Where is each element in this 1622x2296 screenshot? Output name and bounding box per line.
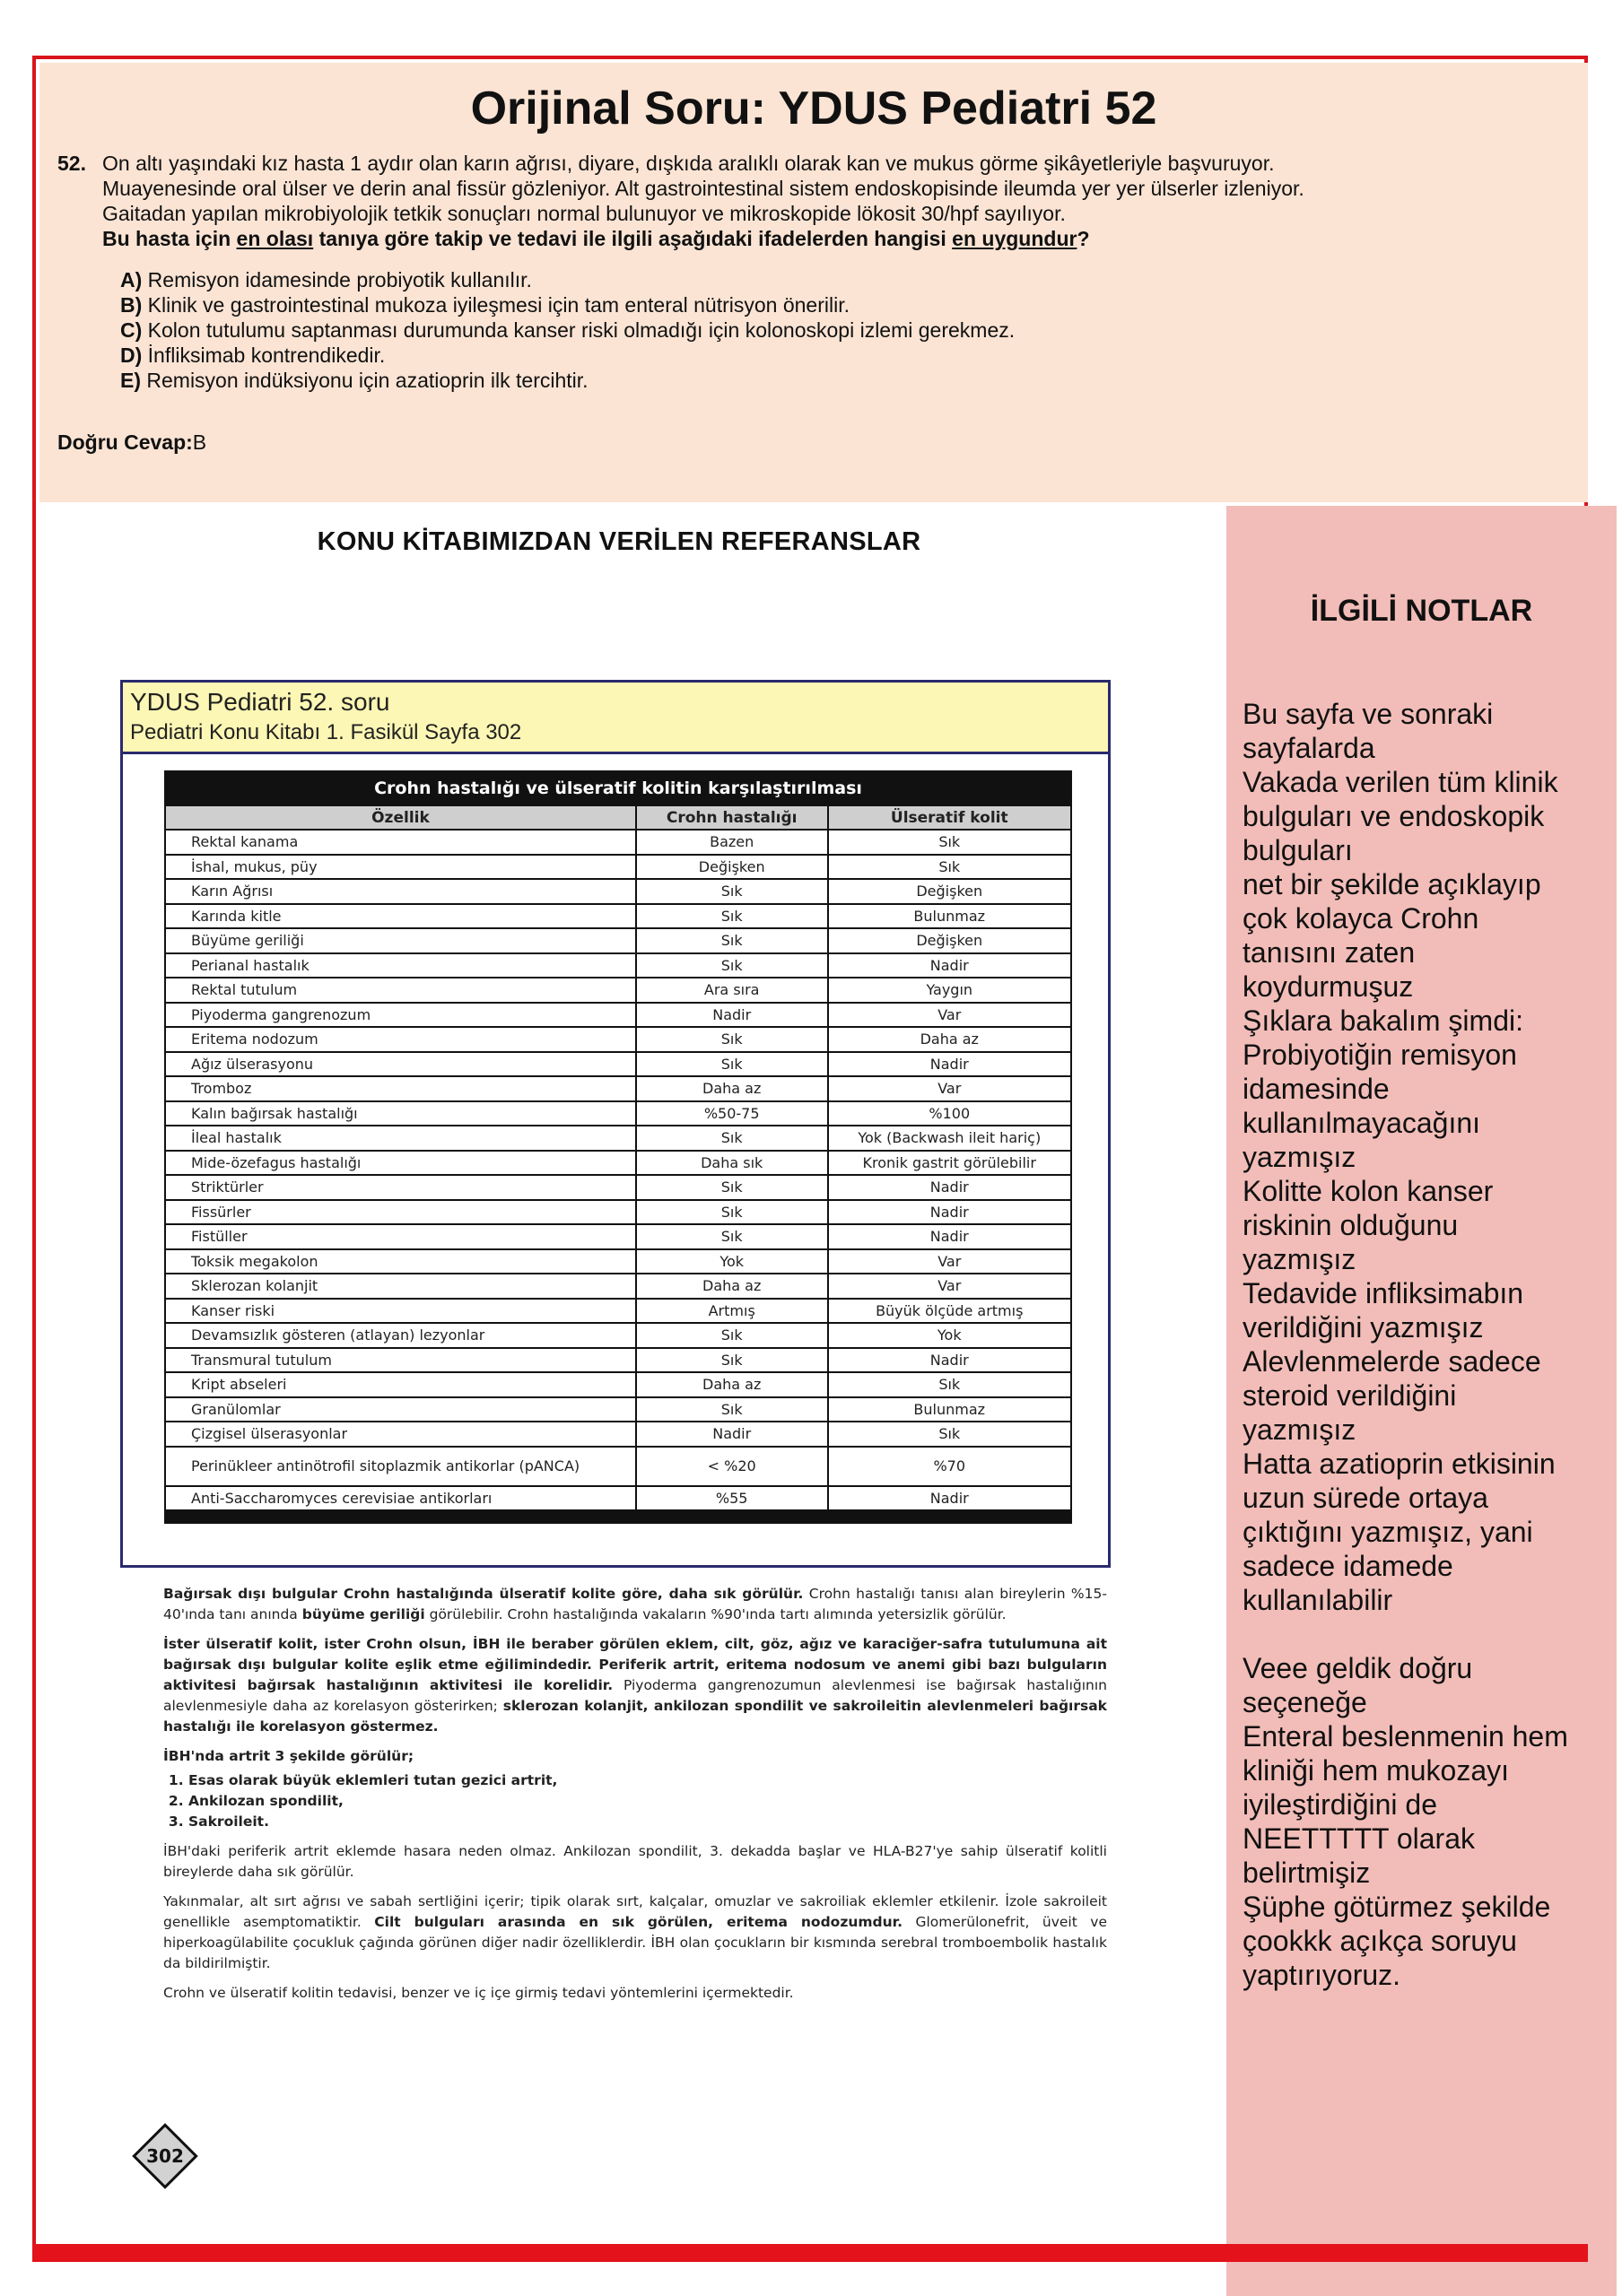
reference-heading: KONU KİTABIMIZDAN VERİLEN REFERANSLAR bbox=[317, 527, 921, 556]
table-row bbox=[165, 1447, 1071, 1486]
question-stem bbox=[102, 151, 1304, 251]
crohn-cell: Sık bbox=[636, 1224, 828, 1249]
option-b: B) Klinik ve gastrointestinal mukoza iyileşmesi için tam enteral nütrisyon önerilir. bbox=[120, 293, 850, 317]
crohn-cell: Daha az bbox=[636, 1372, 828, 1397]
table-row bbox=[165, 1323, 1071, 1348]
table-row bbox=[165, 1397, 1071, 1422]
note-line: bulguları bbox=[1243, 834, 1353, 866]
table-row bbox=[165, 1175, 1071, 1200]
reference-label-source: Pediatri Konu Kitabı 1. Fasikül Sayfa 302 bbox=[130, 720, 522, 744]
prompt-part: ? bbox=[1077, 227, 1090, 250]
note-line: çookkk açıkça soruyu bbox=[1243, 1925, 1517, 1957]
crohn-cell: Değişken bbox=[636, 855, 828, 880]
crohn-cell: Sık bbox=[636, 1397, 828, 1422]
crohn-cell: %55 bbox=[636, 1486, 828, 1511]
crohn-cell: Sık bbox=[636, 953, 828, 978]
table-row bbox=[165, 1003, 1071, 1028]
note-line: NEETTTTT olarak bbox=[1243, 1822, 1475, 1855]
stem-line: On altı yaşındaki kız hasta 1 aydır olan karın ağrısı, diyare, dışkıda aralıklı olarak kan ve mukus görme şikâyetleriyle başvuruyor. bbox=[102, 152, 1275, 175]
feature-cell: Karın Ağrısı bbox=[165, 879, 636, 904]
notes-body bbox=[1243, 697, 1600, 1992]
table-row bbox=[165, 928, 1071, 953]
prompt-part: Bu hasta için bbox=[102, 227, 237, 250]
uc-cell: Nadir bbox=[828, 1486, 1072, 1511]
uc-cell: Sık bbox=[828, 1372, 1072, 1397]
table-row bbox=[165, 1027, 1071, 1052]
page-title: Orijinal Soru: YDUS Pediatri 52 bbox=[470, 83, 1157, 135]
note-line: Tedavide infliksimabın bbox=[1243, 1277, 1524, 1309]
table-row bbox=[165, 1052, 1071, 1077]
question-row bbox=[57, 151, 1570, 251]
note-line: yazmışız bbox=[1243, 1243, 1356, 1275]
uc-cell: Nadir bbox=[828, 1224, 1072, 1249]
crohn-cell: Nadir bbox=[636, 1422, 828, 1447]
table-row bbox=[165, 1372, 1071, 1397]
table-row bbox=[165, 879, 1071, 904]
uc-cell: Var bbox=[828, 1274, 1072, 1299]
table-row bbox=[165, 1249, 1071, 1274]
arthritis-heading: İBH'nda artrit 3 şekilde görülür; bbox=[163, 1748, 414, 1764]
answer-value: B bbox=[192, 430, 207, 454]
crohn-cell: %50-75 bbox=[636, 1101, 828, 1126]
table-footer-bar bbox=[165, 1510, 1071, 1523]
crohn-cell: Artmış bbox=[636, 1299, 828, 1324]
book-paragraph: İster ülseratif kolit, ister Crohn olsun, İBH ile beraber görülen eklem, cilt, göz, ağız ve karaciğer-safra tutulumuna ait bağırsak dışı bulgular kolite eşlik etme eğilimindedir. Periferik artrit, eritema nodosum ve anemi gibi bazı bulguların aktivitesi bağırsak hastalığının aktivitesi ile korelidir. Piyoderma gangrenozumun alevlenmesi ise bağırsak hastalığının alevlenmesiyle daha az korelasyon gösterirken; sklerozan kolanjit, ankilozan spondilit ve sakroileitin alevlenmeleri bağırsak hastalığı ile korelasyon göstermez. bbox=[163, 1636, 1108, 1735]
feature-cell: Perinükleer antinötrofil sitoplazmik antikorlar (pANCA) bbox=[165, 1447, 636, 1486]
book-paragraph: İBH'daki periferik artrit eklemde hasara neden olmaz. Ankilozan spondilit, 3. dekadda başlar ve HLA-B27'ye sahip ülseratif kolitli bireylerde daha sık görülür. bbox=[163, 1843, 1107, 1880]
note-line: kliniği hem mukozayı bbox=[1243, 1754, 1509, 1787]
option-a: A) Remisyon idamesinde probiyotik kullanılır. bbox=[120, 268, 532, 291]
feature-cell: Kript abseleri bbox=[165, 1372, 636, 1397]
crohn-cell: Daha sık bbox=[636, 1151, 828, 1176]
feature-cell: Fistüller bbox=[165, 1224, 636, 1249]
notes-panel bbox=[1226, 506, 1617, 2296]
feature-cell: Toksik megakolon bbox=[165, 1249, 636, 1274]
note-line: steroid verildiğini bbox=[1243, 1379, 1457, 1412]
correct-answer bbox=[57, 430, 1570, 455]
note-line: yazmışız bbox=[1243, 1413, 1356, 1446]
note-line: net bir şekilde açıklayıp bbox=[1243, 868, 1541, 900]
option-c: C) Kolon tutulumu saptanması durumunda kanser riski olmadığı için kolonoskopi izlemi gerekmez. bbox=[120, 318, 1016, 342]
crohn-cell: Sık bbox=[636, 1126, 828, 1151]
crohn-cell: Sık bbox=[636, 1348, 828, 1373]
book-paragraph: Bağırsak dışı bulgular Crohn hastalığında ülseratif kolite göre, daha sık görülür. Crohn hastalığı tanısı alan bireylerin %15-40'ında tanı anında büyüme geriliği görülebilir. Crohn hastalığında vakaların %90'ında tartı alımında yetersizlik görülür. bbox=[163, 1586, 1107, 1622]
list-item: 3. Sakroileit. bbox=[188, 1812, 1107, 1832]
list-item: 2. Ankilozan spondilit, bbox=[188, 1791, 1107, 1812]
reference-label bbox=[123, 683, 1108, 754]
uc-cell: %70 bbox=[828, 1447, 1072, 1486]
reference-box bbox=[120, 680, 1111, 1568]
uc-cell: Var bbox=[828, 1003, 1072, 1028]
book-paragraph: Crohn ve ülseratif kolitin tedavisi, benzer ve iç içe girmiş tedavi yöntemlerini içermektedir. bbox=[163, 1985, 794, 2001]
table-row bbox=[165, 1422, 1071, 1447]
question-prompt bbox=[102, 226, 1304, 251]
uc-cell: Yok bbox=[828, 1323, 1072, 1348]
crohn-cell: Yok bbox=[636, 1249, 828, 1274]
table-row bbox=[165, 1076, 1071, 1101]
note-line: Bu sayfa ve sonraki bbox=[1243, 698, 1494, 730]
crohn-cell: Sık bbox=[636, 1323, 828, 1348]
table-title: Crohn hastalığı ve ülseratif kolitin karşılaştırılması bbox=[165, 771, 1071, 805]
question-number: 52. bbox=[57, 152, 86, 175]
uc-cell: Sık bbox=[828, 1422, 1072, 1447]
table-row bbox=[165, 1151, 1071, 1176]
uc-cell: Değişken bbox=[828, 879, 1072, 904]
uc-cell: Değişken bbox=[828, 928, 1072, 953]
feature-cell: Eritema nodozum bbox=[165, 1027, 636, 1052]
prompt-emphasis: en uygundur bbox=[952, 227, 1077, 250]
prompt-part: tanıya göre takip ve tedavi ile ilgili aşağıdaki ifadelerden hangisi bbox=[313, 227, 953, 250]
feature-cell: Tromboz bbox=[165, 1076, 636, 1101]
table-row bbox=[165, 1224, 1071, 1249]
note-line: Şıklara bakalım şimdi: bbox=[1243, 1004, 1523, 1037]
note-line: sayfalarda bbox=[1243, 732, 1375, 764]
feature-cell: Rektal kanama bbox=[165, 830, 636, 855]
note-line: verildiğini yazmışız bbox=[1243, 1311, 1484, 1344]
uc-cell: Nadir bbox=[828, 953, 1072, 978]
uc-cell: %100 bbox=[828, 1101, 1072, 1126]
note-line: Şüphe götürmez şekilde bbox=[1243, 1891, 1551, 1923]
table-row bbox=[165, 830, 1071, 855]
crohn-cell: Daha az bbox=[636, 1076, 828, 1101]
table-row bbox=[165, 1126, 1071, 1151]
note-line: Veee geldik doğru bbox=[1243, 1652, 1473, 1684]
stem-line: Gaitadan yapılan mikrobiyolojik tetkik sonuçları normal bulunuyor ve mikroskopide lökosit 30/hpf sayılıyor. bbox=[102, 202, 1066, 225]
crohn-cell: Sık bbox=[636, 1200, 828, 1225]
crohn-cell: Ara sıra bbox=[636, 978, 828, 1003]
uc-cell: Var bbox=[828, 1076, 1072, 1101]
note-line: çok kolayca Crohn bbox=[1243, 902, 1479, 935]
feature-cell: Rektal tutulum bbox=[165, 978, 636, 1003]
page-number: 302 bbox=[146, 2145, 184, 2167]
feature-cell: Karında kitle bbox=[165, 904, 636, 929]
note-line: yaptırıyoruz. bbox=[1243, 1959, 1401, 1991]
stem-line: Muayenesinde oral ülser ve derin anal fissür gözleniyor. Alt gastrointestinal sistem endoskopisinde ileumda yer yer ülserler izleniyor. bbox=[102, 177, 1304, 200]
feature-cell: Striktürler bbox=[165, 1175, 636, 1200]
table-row bbox=[165, 1299, 1071, 1324]
feature-cell: İshal, mukus, püy bbox=[165, 855, 636, 880]
feature-cell: Anti-Saccharomyces cerevisiae antikorları bbox=[165, 1486, 636, 1511]
feature-cell: Fissürler bbox=[165, 1200, 636, 1225]
bottom-bar bbox=[32, 2244, 1588, 2262]
feature-cell: Çizgisel ülserasyonlar bbox=[165, 1422, 636, 1447]
answer-options bbox=[120, 267, 1570, 393]
feature-cell: Transmural tutulum bbox=[165, 1348, 636, 1373]
option-d: D) İnfliksimab kontrendikedir. bbox=[120, 344, 386, 367]
feature-cell: Kalın bağırsak hastalığı bbox=[165, 1101, 636, 1126]
prompt-emphasis: en olası bbox=[236, 227, 314, 250]
notes-heading: İLGİLİ NOTLAR bbox=[1310, 594, 1533, 628]
crohn-cell: Sık bbox=[636, 1175, 828, 1200]
note-line: kullanılabilir bbox=[1243, 1584, 1393, 1616]
table-row bbox=[165, 1101, 1071, 1126]
note-line: riskinin olduğunu bbox=[1243, 1209, 1459, 1241]
uc-cell: Kronik gastrit görülebilir bbox=[828, 1151, 1072, 1176]
crohn-cell: Nadir bbox=[636, 1003, 828, 1028]
crohn-cell: Daha az bbox=[636, 1274, 828, 1299]
table-row bbox=[165, 1200, 1071, 1225]
note-line: tanısını zaten bbox=[1243, 936, 1416, 969]
uc-cell: Nadir bbox=[828, 1052, 1072, 1077]
page-frame bbox=[32, 56, 1588, 2260]
note-line: uzun sürede ortaya bbox=[1243, 1482, 1488, 1514]
table-row bbox=[165, 1348, 1071, 1373]
table-row bbox=[165, 953, 1071, 978]
crohn-cell: Sık bbox=[636, 904, 828, 929]
note-line: iyileştirdiğini de bbox=[1243, 1788, 1437, 1821]
feature-cell: Sklerozan kolanjit bbox=[165, 1274, 636, 1299]
feature-cell: Piyoderma gangrenozum bbox=[165, 1003, 636, 1028]
reference-label-title: YDUS Pediatri 52. soru bbox=[130, 688, 390, 716]
crohn-cell: Sık bbox=[636, 1027, 828, 1052]
crohn-cell: Bazen bbox=[636, 830, 828, 855]
uc-cell: Bulunmaz bbox=[828, 904, 1072, 929]
uc-cell: Nadir bbox=[828, 1348, 1072, 1373]
note-line: Enteral beslenmenin hem bbox=[1243, 1720, 1568, 1752]
list-item: 1. Esas olarak büyük eklemleri tutan gezici artrit, bbox=[188, 1770, 1107, 1791]
uc-cell: Sık bbox=[828, 830, 1072, 855]
note-line: idamesinde bbox=[1243, 1073, 1390, 1105]
note-line: yazmışız bbox=[1243, 1141, 1356, 1173]
table-row bbox=[165, 1274, 1071, 1299]
feature-cell: Perianal hastalık bbox=[165, 953, 636, 978]
option-e: E) Remisyon indüksiyonu için azatioprin ilk tercihtir. bbox=[120, 369, 589, 392]
note-line: Vakada verilen tüm klinik bbox=[1243, 766, 1558, 798]
table-row bbox=[165, 1486, 1071, 1511]
note-line: Hatta azatioprin etkisinin bbox=[1243, 1448, 1556, 1480]
note-line: Kolitte kolon kanser bbox=[1243, 1175, 1494, 1207]
uc-cell: Sık bbox=[828, 855, 1072, 880]
feature-cell: Devamsızlık gösteren (atlayan) lezyonlar bbox=[165, 1323, 636, 1348]
uc-cell: Yaygın bbox=[828, 978, 1072, 1003]
crohn-cell: Sık bbox=[636, 928, 828, 953]
note-line: Alevlenmelerde sadece bbox=[1243, 1345, 1541, 1378]
comparison-table-wrapper bbox=[164, 770, 1072, 1524]
note-line: Probiyotiğin remisyon bbox=[1243, 1039, 1517, 1071]
uc-cell: Nadir bbox=[828, 1200, 1072, 1225]
uc-cell: Nadir bbox=[828, 1175, 1072, 1200]
crohn-cell: < %20 bbox=[636, 1447, 828, 1486]
comparison-table bbox=[164, 770, 1072, 1524]
uc-cell: Daha az bbox=[828, 1027, 1072, 1052]
question-panel bbox=[39, 63, 1588, 502]
crohn-cell: Sık bbox=[636, 1052, 828, 1077]
note-line: bulguları ve endoskopik bbox=[1243, 800, 1545, 832]
note-line: koydurmuşuz bbox=[1243, 970, 1414, 1003]
uc-cell: Var bbox=[828, 1249, 1072, 1274]
column-header: Ülseratif kolit bbox=[828, 805, 1072, 830]
feature-cell: Kanser riski bbox=[165, 1299, 636, 1324]
feature-cell: Granülomlar bbox=[165, 1397, 636, 1422]
note-line: çıktığını yazmışız, yani bbox=[1243, 1516, 1533, 1548]
table-row bbox=[165, 855, 1071, 880]
uc-cell: Yok (Backwash ileit hariç) bbox=[828, 1126, 1072, 1151]
uc-cell: Büyük ölçüde artmış bbox=[828, 1299, 1072, 1324]
feature-cell: İleal hastalık bbox=[165, 1126, 636, 1151]
crohn-cell: Sık bbox=[636, 879, 828, 904]
column-header: Crohn hastalığı bbox=[636, 805, 828, 830]
table-row bbox=[165, 904, 1071, 929]
column-header: Özellik bbox=[165, 805, 636, 830]
arthritis-list bbox=[188, 1770, 1107, 1832]
answer-label: Doğru Cevap: bbox=[57, 430, 193, 454]
note-line: seçeneğe bbox=[1243, 1686, 1367, 1718]
feature-cell: Mide-özefagus hastalığı bbox=[165, 1151, 636, 1176]
note-line: sadece idamede bbox=[1243, 1550, 1453, 1582]
note-line bbox=[1243, 1617, 1600, 1651]
note-line: kullanılmayacağını bbox=[1243, 1107, 1481, 1139]
uc-cell: Bulunmaz bbox=[828, 1397, 1072, 1422]
note-line: belirtmişiz bbox=[1243, 1857, 1371, 1889]
book-excerpt bbox=[163, 1584, 1107, 2013]
feature-cell: Büyüme geriliği bbox=[165, 928, 636, 953]
book-paragraph: Yakınmalar, alt sırt ağrısı ve sabah sertliğini içerir; tipik olarak sırt, kalçalar, omuzlar ve sakroiliak eklemler etkilenir. İzole sakroileit genellikle asemptomatiktir. Cilt bulguları arasında en sık görülen, eritema nodozumdur. Glomerülonefrit, üveit ve hiperkoagülabilite çocukluk çağında görünen diğer nadir özelliklerdir. İBH olan çocukların bir kısmında serebral tromboembolik hastalık da bildirilmiştir. bbox=[163, 1893, 1107, 1971]
table-row bbox=[165, 978, 1071, 1003]
feature-cell: Ağız ülserasyonu bbox=[165, 1052, 636, 1077]
